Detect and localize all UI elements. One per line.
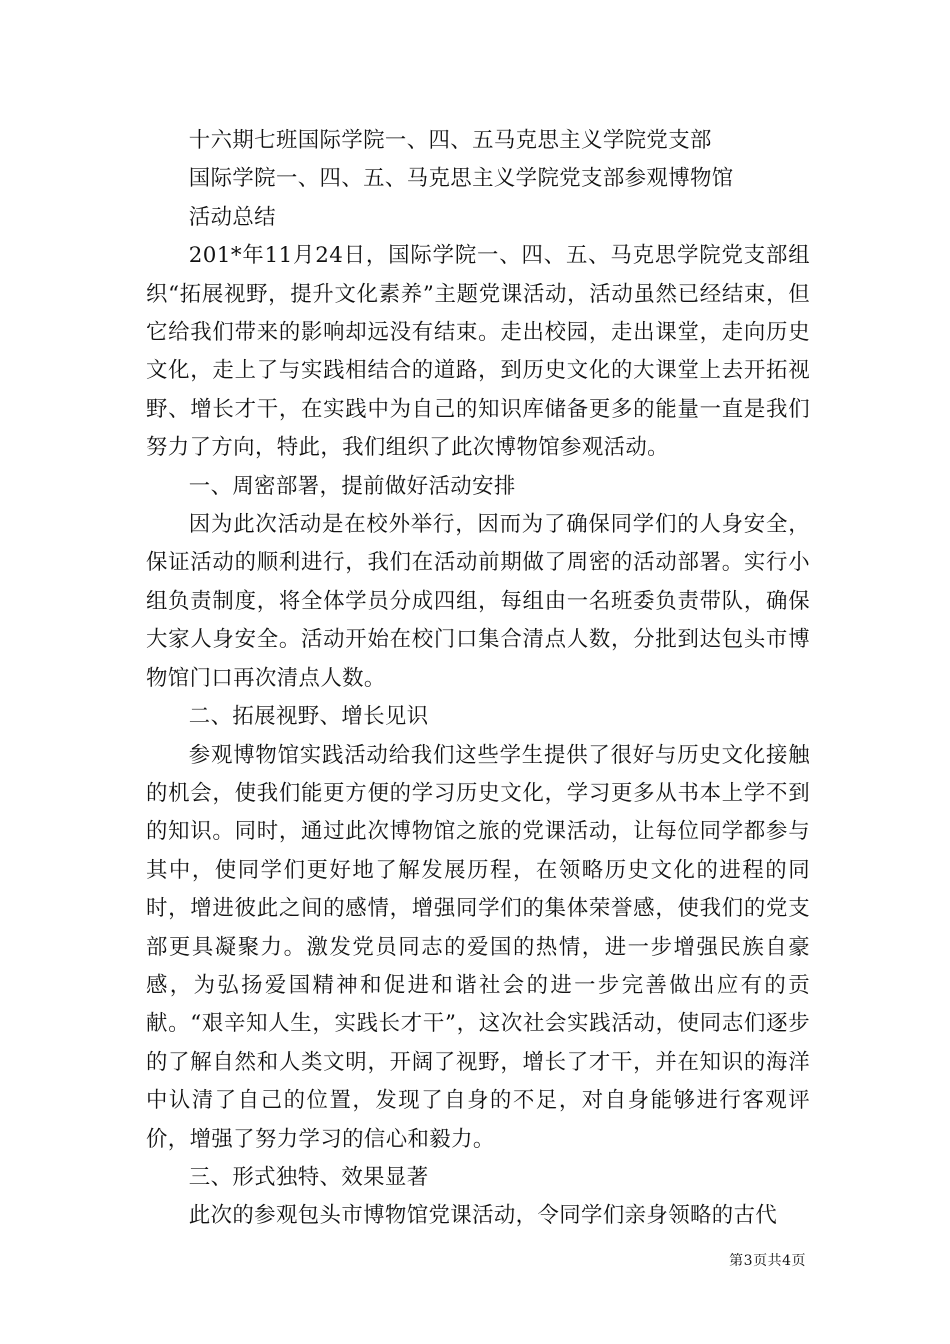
section-1-heading: 一、周密部署，提前做好活动安排 (188, 473, 516, 499)
document-title: 活动总结 (188, 204, 276, 230)
intro-paragraph: 201*年11月24日，国际学院一、四、五、马克思学院党支部组织“拓展视野，提升文化素养”主题党课活动，活动虽然已经结束，但它给我们带来的影响却远没有结束。走出校园，走出课堂，走向历史文化，走上了与实践相结合的道路，到历史文化的大课堂上去开拓视野、增长才干，在实践中为自己的知识库储备更多的能量一直是我们努力了方向，特此，我们组织了此次博物馆参观活动。 (146, 243, 810, 461)
header-line-2: 国际学院一、四、五、马克思主义学院党支部参观博物馆 (188, 166, 734, 192)
section-3-heading: 三、形式独特、效果显著 (188, 1164, 429, 1190)
page-number: 第3页共4页 (729, 1253, 806, 1269)
section-1-paragraph: 因为此次活动是在校外举行，因而为了确保同学们的人身安全，保证活动的顺利进行，我们在活动前期做了周密的活动部署。实行小组负责制度，将全体学员分成四组，每组由一名班委负责带队，确保大家人身安全。活动开始在校门口集合清点人数，分批到达包头市博物馆门口再次清点人数。 (146, 512, 810, 691)
section-3-paragraph: 此次的参观包头市博物馆党课活动，令同学们亲身领略的古代 (188, 1203, 778, 1229)
header-line-1: 十六期七班国际学院一、四、五马克思主义学院党支部 (188, 128, 712, 153)
section-2-heading: 二、拓展视野、增长见识 (188, 704, 429, 730)
document-body (146, 122, 810, 1236)
section-2-paragraph: 参观博物馆实践活动给我们这些学生提供了很好与历史文化接触的机会，使我们能更方便的学习历史文化，学习更多从书本上学不到的知识。同时，通过此次博物馆之旅的党课活动，让每位同学都参与其中，使同学们更好地了解发展历程，在领略历史文化的进程的同时，增进彼此之间的感情，增强同学们的集体荣誉感，使我们的党支部更具凝聚力。激发党员同志的爱国的热情，进一步增强民族自豪感，为弘扬爱国精神和促进和谐社会的进一步完善做出应有的贡献。“艰辛知人生，实践长才干”，这次社会实践活动，使同志们逐步的了解自然和人类文明，开阔了视野，增长了才干，并在知识的海洋中认清了自己的位置，发现了自身的不足，对自身能够进行客观评价，增强了努力学习的信心和毅力。 (146, 742, 810, 1152)
